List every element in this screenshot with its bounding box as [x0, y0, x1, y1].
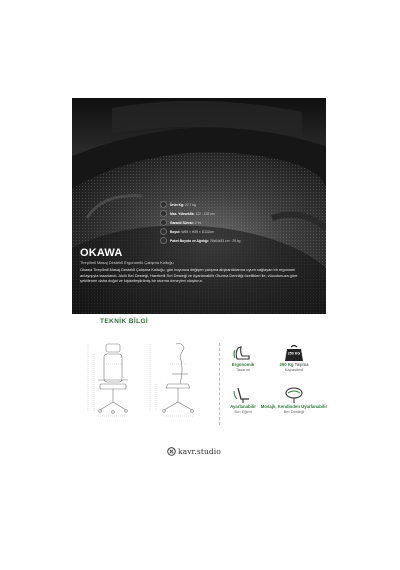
- spec-row: Ürün Kg: 22,7 kg: [160, 200, 252, 209]
- spec-row: Paket Boyutu ve Ağırlığı: 76x64x53 cm · 29 kg: [160, 236, 252, 245]
- product-description: Okawa Tirepli̇mli̇ Masaj Destekli̇ Çalışma Koltuğu, gün boyunca değişen çalışma alışkanlıklarına uyum sağlayan bir ergonomi anlayışıyla tasarlandı. Akıllı Bel Desteği, Hareketli Sırt Desteği ve Ayarlanabilir Oturma Derinliği özellikleri ile; vücudunuza göre şekillenen daha doğal ve kişiselleştirilmiş bir oturma deneyimi oluşturur.: [80, 267, 298, 284]
- product-subtitle: Tirepli̇mli̇ Masaj Destekli̇ Ergonomi̇k Çalışma Koltuğu: [80, 260, 174, 265]
- section-title: TEKNİK BİLGİ: [100, 318, 149, 325]
- dimension-diagram: [80, 340, 220, 420]
- reclining-back-icon: [232, 386, 254, 404]
- lumbar-support-icon: [283, 386, 305, 404]
- weight-badge-text: 250 KG: [287, 351, 301, 356]
- spec-bullet-icon: [160, 210, 167, 217]
- feature-recline: Ayarlanabilir Sırt Eğimi: [208, 386, 278, 414]
- product-title: OKAWA: [80, 247, 123, 259]
- spec-list: [160, 200, 252, 245]
- spec-row: Garanti Süresi: 2 Yıl: [160, 218, 252, 227]
- spec-row: Max. Yükseklik: 122 - 132 cm: [160, 209, 252, 218]
- weight-icon: [283, 344, 305, 362]
- spec-bullet-icon: [160, 228, 167, 235]
- brand-name: kavr.studio: [178, 447, 221, 456]
- brand-mark-icon: [167, 447, 176, 456]
- feature-ergonomic: Ergonomik Tasarım: [208, 344, 278, 372]
- feature-lumbar: Mosajlı, Kendinden Uyarlanabilir Bel Desteği: [259, 386, 329, 414]
- feature-capacity: 250 KG 250 Kg Taşıma Kapasitesi: [259, 344, 329, 372]
- spec-bullet-icon: [160, 219, 167, 226]
- spec-bullet-icon: [160, 237, 167, 244]
- brand-logo: [167, 447, 221, 456]
- spec-bullet-icon: [160, 201, 167, 208]
- ergonomic-icon: [232, 344, 254, 362]
- spec-row: Boyut: W69 × H59 × D132cm: [160, 227, 252, 236]
